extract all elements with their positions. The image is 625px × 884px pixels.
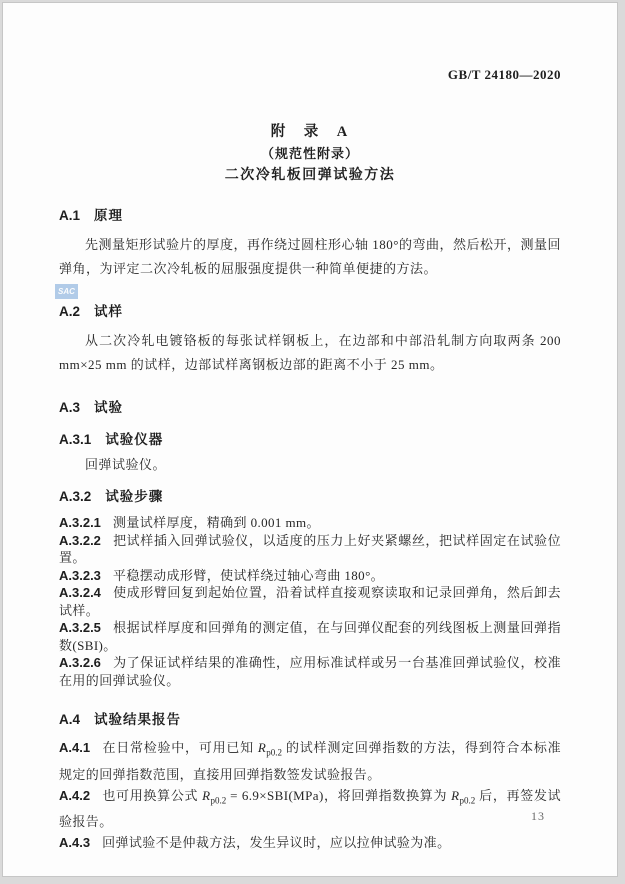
section-a32-number: A.3.2 (59, 489, 92, 504)
item-text: 的试样测定回弹指数的方法，得到符合本标准规定的回弹指数范围，直接用回弹指数签发试验报告。 (59, 740, 561, 782)
test-step (59, 619, 561, 654)
section-a2-number: A.2 (59, 304, 81, 319)
step-number: A.3.2.2 (59, 532, 101, 548)
step-number: A.3.2.1 (59, 515, 101, 530)
test-step (59, 514, 561, 532)
section-a3-heading (59, 399, 561, 417)
section-a4-title: 试验结果报告 (94, 712, 182, 727)
appendix-title: 附 录 A (270, 124, 350, 140)
section-a32-heading (59, 488, 561, 506)
appendix-normative-label: （规范性附录） (260, 146, 359, 161)
page-number: 13 (531, 809, 545, 823)
rp02-symbol (202, 787, 227, 806)
section-a31-title: 试验仪器 (105, 432, 164, 447)
appendix-method-title: 二次冷轧板回弹试验方法 (224, 168, 396, 183)
section-a4-heading (59, 711, 561, 729)
section-a1-title: 原理 (94, 208, 124, 223)
item-number: A.4.1 (59, 740, 91, 755)
document-page (2, 2, 618, 877)
section-a1-number: A.1 (59, 208, 81, 223)
page-content (3, 3, 617, 853)
r-subscript: p0.2 (459, 795, 476, 806)
section-a31-heading (59, 431, 561, 449)
section-a2-heading (59, 303, 561, 321)
doc-number: GB/T 24180—2020 (447, 67, 561, 82)
test-step (59, 532, 561, 567)
r-symbol: R (451, 787, 460, 803)
sac-watermark-text: SAC (58, 287, 75, 296)
item-text: 在日常检验中，可用已知 (102, 740, 258, 755)
test-steps-list (59, 514, 561, 689)
r-symbol: R (257, 740, 267, 755)
conversion-formula: = 6.9×SBI(MPa)，将回弹指数换算为 (226, 787, 452, 803)
item-text: 回弹试验不是仲裁方法，发生异议时，应以拉伸试验为准。 (102, 835, 451, 851)
step-text: 为了保证试样结果的准确性，应用标准试样或另一台基准回弹试验仪，校准在用的回弹试验仪。 (59, 655, 561, 688)
r-subscript: p0.2 (210, 795, 227, 806)
r-symbol: R (202, 787, 211, 803)
section-a31-paragraph: 回弹试验仪。 (85, 457, 167, 472)
rp02-symbol (257, 740, 282, 758)
section-a2-title: 试样 (94, 304, 124, 319)
section-a31-number: A.3.1 (59, 432, 92, 447)
r-subscript: p0.2 (266, 747, 282, 758)
item-text: 也可用换算公式 (102, 787, 203, 803)
section-a3-title: 试验 (94, 400, 124, 415)
step-number: A.3.2.4 (59, 585, 101, 600)
step-text: 把试样插入回弹试验仪，以适度的压力上好夹紧螺丝，把试样固定在试验位置。 (59, 532, 561, 565)
report-item-a41 (59, 737, 561, 785)
test-step (59, 584, 561, 619)
section-a4-number: A.4 (59, 712, 81, 727)
test-step (59, 654, 561, 689)
item-number: A.4.2 (59, 787, 91, 803)
step-number: A.3.2.5 (59, 620, 101, 635)
rp02-symbol (451, 787, 476, 806)
section-a1-paragraph: 先测量矩形试验片的厚度，再作绕过圆柱形心轴 180°的弯曲，然后松开，测量回弹角，为评定二次冷轧板的屈服强度提供一种简单便捷的方法。 (59, 237, 561, 276)
report-item-a42 (59, 785, 561, 833)
section-a1-heading (59, 207, 561, 225)
step-number: A.3.2.6 (59, 655, 101, 670)
step-text: 根据试样厚度和回弹角的测定值，在与回弹仪配套的列线图板上测量回弹指数(SBI)。 (59, 620, 561, 653)
report-item-a43 (59, 832, 561, 853)
section-a3-number: A.3 (59, 400, 81, 415)
report-items-list (59, 737, 561, 853)
section-a2-paragraph: 从二次冷轧电镀铬板的每张试样钢板上，在边部和中部沿轧制方向取两条 200 mm×25 mm 的试样，边部试样离钢板边部的距离不小于 25 mm。 (59, 333, 561, 372)
section-a32-title: 试验步骤 (105, 489, 164, 504)
test-step (59, 567, 561, 585)
step-text: 使成形臂回复到起始位置，沿着试样直接观察读取和记录回弹角，然后卸去试样。 (59, 585, 561, 618)
step-text: 平稳摆动成形臂，使试样绕过轴心弯曲 180°。 (112, 567, 385, 583)
step-text: 测量试样厚度，精确到 0.001 mm。 (112, 515, 320, 530)
item-number: A.4.3 (59, 835, 91, 851)
item-text: 后，再签发试验报告。 (59, 787, 561, 830)
step-number: A.3.2.3 (59, 567, 101, 583)
